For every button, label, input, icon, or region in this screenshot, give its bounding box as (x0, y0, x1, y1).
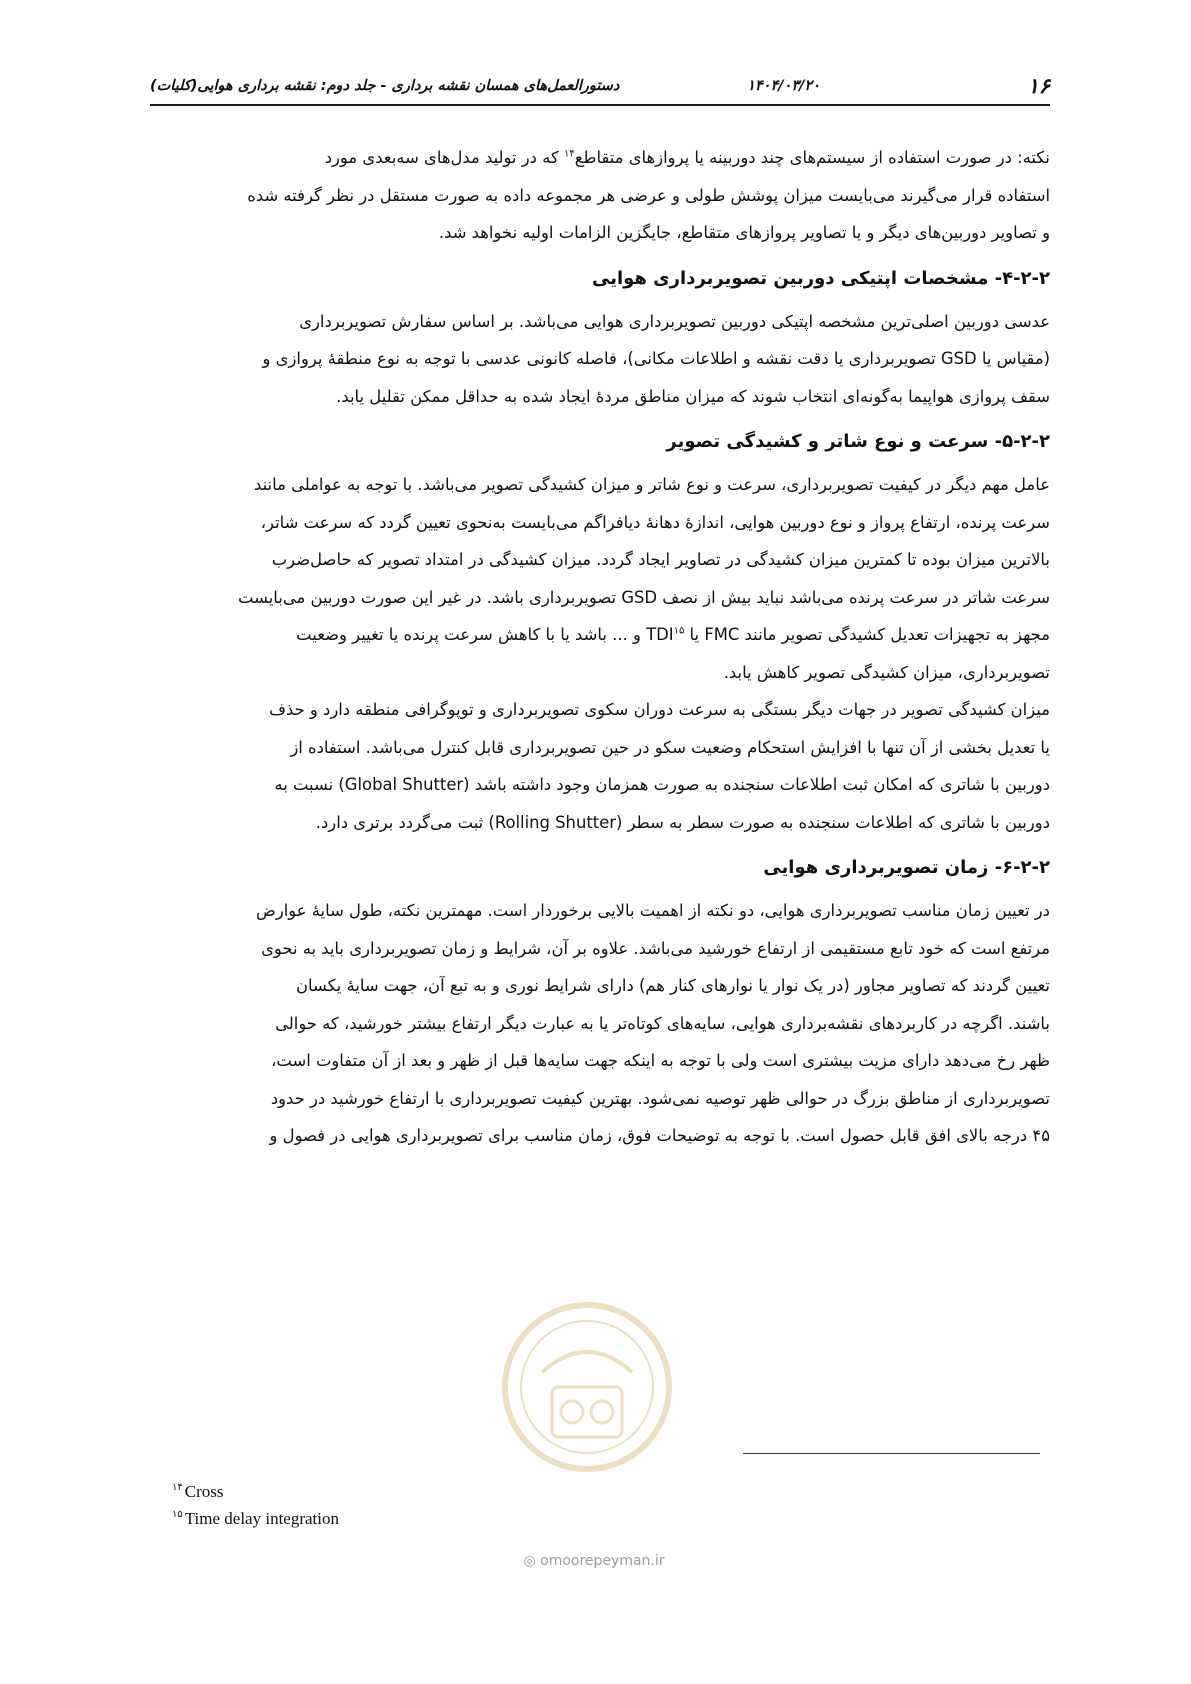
footnote-ref: ۱۵ (673, 625, 685, 637)
text-line: تصویربرداری از مناطق بزرگ در حوالی ظهر توصیه نمی‌شود. بهترین کیفیت تصویربرداری با ارتفاع خورشید در حدود (270, 1088, 1050, 1108)
text-line: یا تعدیل بخشی از آن تنها با افزایش استحکام وضعیت سکو در حین تصویربرداری قابل کنترل می‌باشد. استفاده از (290, 737, 1050, 757)
text-line: بالاترین میزان بوده تا کمترین میزان کشیدگی در تصاویر ایجاد گردد. میزان کشیدگی در امتداد تصویر که حاصل‌ضرب (271, 550, 1050, 569)
note-paragraph (150, 139, 1050, 252)
text-line: عدسی دوربین اصلی‌ترین مشخصه اپتیکی دوربین تصویربرداری هوایی می‌باشد. بر اساس سفارش تصویربرداری (299, 311, 1050, 331)
page-number: ۱۶ (1027, 74, 1050, 98)
text-line: سرعت شاتر در سرعت پرنده می‌باشد نباید بیش از نصف GSD تصویربرداری باشد. در غیر این صورت دوربین می‌بایست (238, 587, 1050, 607)
section-paragraph (150, 691, 1050, 841)
header-title: دستورالعمل‌های همسان نقشه برداری - جلد دوم: نقشه برداری هوایی(کلیات) (150, 78, 620, 94)
text-line: در تعیین زمان مناسب تصویربرداری هوایی، دو نکته از اهمیت بالایی برخوردار است. مهمترین نکته، طول سایهٔ عوارض (256, 901, 1050, 920)
text-line: استفاده قرار می‌گیرند می‌بایست میزان پوشش طولی و عرضی هر مجموعه داده به صورت مستقل در نظر گرفته شده (247, 185, 1050, 205)
text-line: سرعت پرنده، ارتفاع پرواز و نوع دوربین هوایی، اندازهٔ دهانهٔ دیافراگم می‌بایست به‌نحوی تعیین گردد که سرعت شاتر، (260, 512, 1050, 532)
text-segment: مجهز به تجهیزات تعدیل کشیدگی تصویر مانند FMC یا TDI (646, 625, 1050, 644)
text-line: (مقیاس یا GSD تصویربرداری یا دقت نقشه و اطلاعات مکانی)، فاصله کانونی عدسی با توجه به نوع منطقهٔ پروازی و (262, 349, 1050, 368)
footnote-text: Time delay integration (184, 1509, 339, 1528)
watermark-url: ◎ omoorepeyman.ir (523, 1553, 665, 1569)
text-line: و تصاویر دوربین‌های دیگر و یا تصاویر پروازهای متقاطع، جایگزین الزامات اولیه نخواهد شد. (438, 223, 1050, 242)
watermark-url-text: omoorepeyman.ir (540, 1553, 665, 1569)
text-line: باشند. اگرچه در کاربردهای نقشه‌برداری هوایی، سایه‌های کوتاه‌تر یا به عبارت دیگر ارتفاع بیشتر خورشید، که حوالی (275, 1013, 1050, 1033)
text-line (150, 139, 1050, 177)
text-line: میزان کشیدگی تصویر در جهات دیگر بستگی به سرعت دوران سکوی تصویربرداری و توپوگرافی منطقه دارد و حذف (268, 700, 1050, 719)
section-heading: ۴-۲-۲- مشخصات اپتیکی دوربین تصویربرداری هوایی (592, 267, 1050, 289)
footnote-text: Cross (184, 1482, 224, 1501)
text-line: عامل مهم دیگر در کیفیت تصویربرداری، سرعت و نوع شاتر و میزان کشیدگی تصویر می‌باشد. با توجه به عواملی مانند (253, 475, 1050, 494)
footnotes (172, 1478, 339, 1532)
page-header (150, 74, 1050, 100)
header-date: ۱۴۰۴/۰۳/۲۰ (747, 78, 820, 94)
footnote-ref: ۱۴ (563, 148, 575, 160)
text-line: سقف پروازی هواپیما به‌گونه‌ای انتخاب شوند که میزان مناطق مردهٔ ایجاد شده به حداقل ممکن تقلیل یابد. (336, 386, 1050, 406)
text-line: دوربین با شاتری که اطلاعات سنجنده به صورت سطر به سطر (Rolling Shutter) ثبت می‌گردد برتری دارد. (315, 812, 1050, 832)
footnote-item (172, 1505, 339, 1532)
text-line: مرتفع است که خود تابع مستقیمی از ارتفاع خورشید می‌باشد. علاوه بر آن، شرایط و زمان تصویربرداری باید به نحوی (261, 938, 1050, 958)
body-text (150, 139, 1050, 1155)
footnote-rule (743, 1453, 1040, 1454)
section-paragraph (150, 466, 1050, 691)
text-line: تعیین گردند که تصاویر مجاور (در یک نوار یا نوارهای کنار هم) دارای شرایط نوری و به تبع آن، جهت سایهٔ یکسان (296, 976, 1050, 995)
text-line (150, 616, 1050, 654)
section-paragraph (150, 892, 1050, 1155)
text-segment: نکته: در صورت استفاده از سیستم‌های چند دوربینه یا پروازهای متقاطع (574, 148, 1050, 167)
footnote-number: ۱۴ (172, 1482, 183, 1494)
text-line: ظهر رخ می‌دهد دارای مزیت بیشتری است ولی با توجه به اینکه جهت سایه‌ها قبل از ظهر و بعد از آن متفاوت است، (271, 1051, 1050, 1070)
text-line: تصویربرداری، میزان کشیدگی تصویر کاهش یابد. (723, 662, 1050, 682)
text-segment: که در تولید مدل‌های سه‌بعدی مورد (324, 148, 564, 167)
footnote-number: ۱۵ (172, 1509, 183, 1521)
section-paragraph (150, 303, 1050, 416)
text-line: دوربین با شاتری که امکان ثبت اطلاعات سنجنده به صورت همزمان وجود داشته باشد (Global Shutter) نسبت به (274, 775, 1050, 794)
footnote-item (172, 1478, 339, 1505)
text-segment: و ... باشد یا با کاهش سرعت پرنده یا تغییر وضعیت (296, 625, 647, 644)
text-line: ۴۵ درجه بالای افق قابل حصول است. با توجه به توضیحات فوق، زمان مناسب برای تصویربرداری هوایی در فصول و (269, 1126, 1050, 1145)
section-heading: ۶-۲-۲- زمان تصویربرداری هوایی (763, 857, 1050, 878)
header-rule (150, 104, 1050, 106)
section-heading: ۵-۲-۲- سرعت و نوع شاتر و کشیدگی تصویر (666, 431, 1050, 452)
watermark-seal-icon (492, 1292, 682, 1492)
